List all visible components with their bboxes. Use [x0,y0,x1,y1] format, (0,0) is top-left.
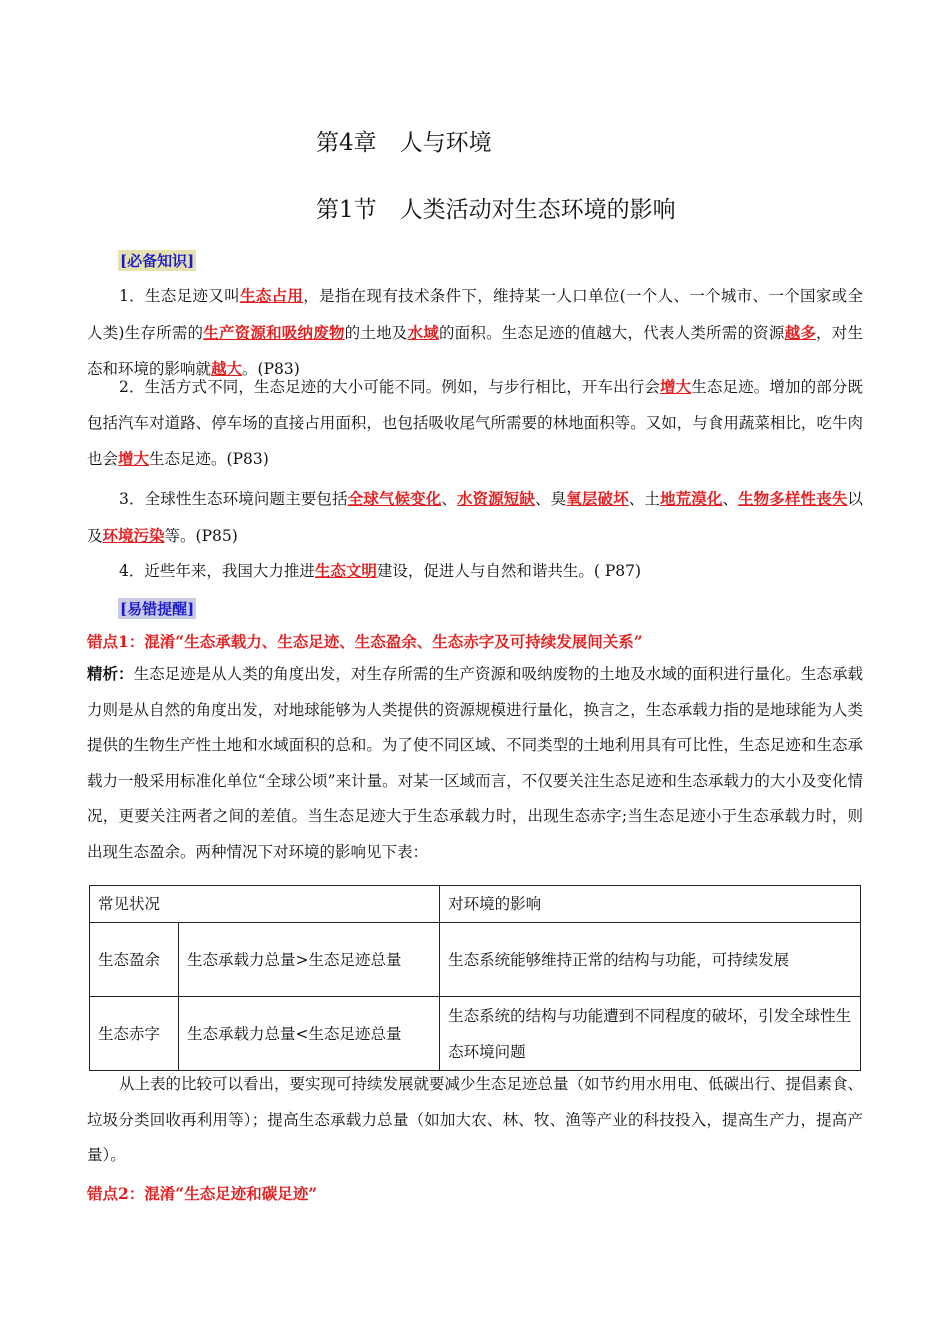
table-cell: 生态赤字 [90,997,179,1071]
text-run: ，对生态和环境的影响就 [87,323,863,378]
text-run: 的面积。生态足迹的值越大，代表人类所需的资源 [438,323,785,342]
mistake-tag: [易错提醒] [120,600,195,618]
text-run: 、土 [628,490,660,508]
comparison-table [89,885,861,1071]
table-cell: 生态系统能够维持正常的结构与功能，可持续发展 [440,923,861,997]
table-header-cell: 常见状况 [90,886,440,923]
answer-blank: 增大 [660,377,692,396]
answer-blank: 氧层破坏 [566,489,629,508]
table-row [90,997,861,1071]
knowledge-item-4 [87,553,863,590]
conclusion-paragraph: 从上表的比较可以看出，要实现可持续发展就要减少生态足迹总量（如节约用水用电、低碳出行、提倡素食、垃圾分类回收再利用等）；提高生态承载力总量（如加大农、林、牧、渔等产业的科技投入，提高生产力，提高产量）。 [87,1075,864,1164]
text-run: 、 [722,490,739,508]
table-header-row [90,886,861,923]
knowledge-tag: [必备知识] [120,252,195,270]
answer-blank: 生态文明 [314,561,377,580]
answer-blank: 生态占用 [239,286,304,305]
text-run: 。(P83) [242,360,300,378]
text-run: 生态足迹。(P83) [149,450,269,468]
answer-blank: 水域 [407,322,439,342]
answer-blank: 增大 [118,449,150,468]
text-run: 生态足迹。增加的部分既包括汽车对道路、停车场的直接占用面积，也包括吸收尾气所需要的林地面积等。又如，与食用蔬菜相比，吃牛肉也会 [87,378,863,468]
answer-blank: 水资源短缺 [456,489,536,508]
text-run: 以及 [87,490,863,545]
answer-blank: 生物多样性丧失 [738,489,848,508]
text-run: 建设，促进人与自然和谐共生。( P87) [376,562,642,580]
answer-blank: 越大 [211,359,243,378]
table-cell: 生态盈余 [90,923,179,997]
answer-blank: 越多 [784,322,817,342]
knowledge-item-2 [87,369,863,478]
error-point-2-title: 错点2：混淆“生态足迹和碳足迹” [87,1184,318,1203]
error-point-1-title: 错点1：混淆“生态承载力、生态足迹、生态盈余、生态赤字及可持续发展间关系” [87,632,643,651]
table-cell: 生态承载力总量<生态足迹总量 [179,997,440,1071]
analysis-label: 精析： [87,664,134,683]
answer-blank: 全球气候变化 [347,489,442,508]
text-run: 、 [441,490,457,508]
text-run: 2．生活方式不同，生态足迹的大小可能不同。例如，与步行相比，开车出行会 [119,378,661,396]
answer-blank: 环境污染 [102,525,165,545]
section-title: 第1节 人类活动对生态环境的影响 [316,197,676,223]
text-run: 的土地及 [344,323,408,342]
text-run: 4．近些年来，我国大力推进 [119,562,315,580]
knowledge-item-3 [87,481,863,554]
table-row [90,923,861,997]
analysis-paragraph [87,656,863,870]
table-cell: 生态承载力总量>生态足迹总量 [179,923,440,997]
answer-blank: 生产资源和吸纳废物 [203,322,345,342]
text-run: 、臭 [535,490,567,508]
text-run: 3．全球性生态环境问题主要包括 [119,490,348,508]
chapter-title: 第4章 人与环境 [316,130,492,156]
analysis-text: 生态足迹是从人类的角度出发，对生存所需的生产资源和吸纳废物的土地及水域的面积进行量化。生态承载力则是从自然的角度出发，对地球能够为人类提供的资源规模进行量化，换言之，生态承载力指的是地球能为人类提供的生物生产性土地和水域面积的总和。为了使不同区域、不同类型的土地利用具有可比性，生态足迹和生态承载力一般采用标准化单位“全球公顷”来计量。对某一区域而言，不仅要关注生态足迹和生态承载力的大小及变化情况，更要关注两者之间的差值。当生态足迹大于生态承载力时，出现生态赤字;当生态足迹小于生态承载力时，则出现生态盈余。两种情况下对环境的影响见下表： [87,665,863,861]
answer-blank: 地荒漠化 [659,489,723,508]
table-cell: 生态系统的结构与功能遭到不同程度的破坏，引发全球性生态环境问题 [440,997,861,1071]
text-run: 等。(P85) [164,526,238,545]
table-header-cell: 对环境的影响 [440,886,861,923]
text-run: ，是指在现有技术条件下，维持某一人口单位(一个人、一个城市、一个国家或全人类)生存所需的 [87,287,863,342]
text-run: 1．生态足迹又叫 [119,287,240,305]
